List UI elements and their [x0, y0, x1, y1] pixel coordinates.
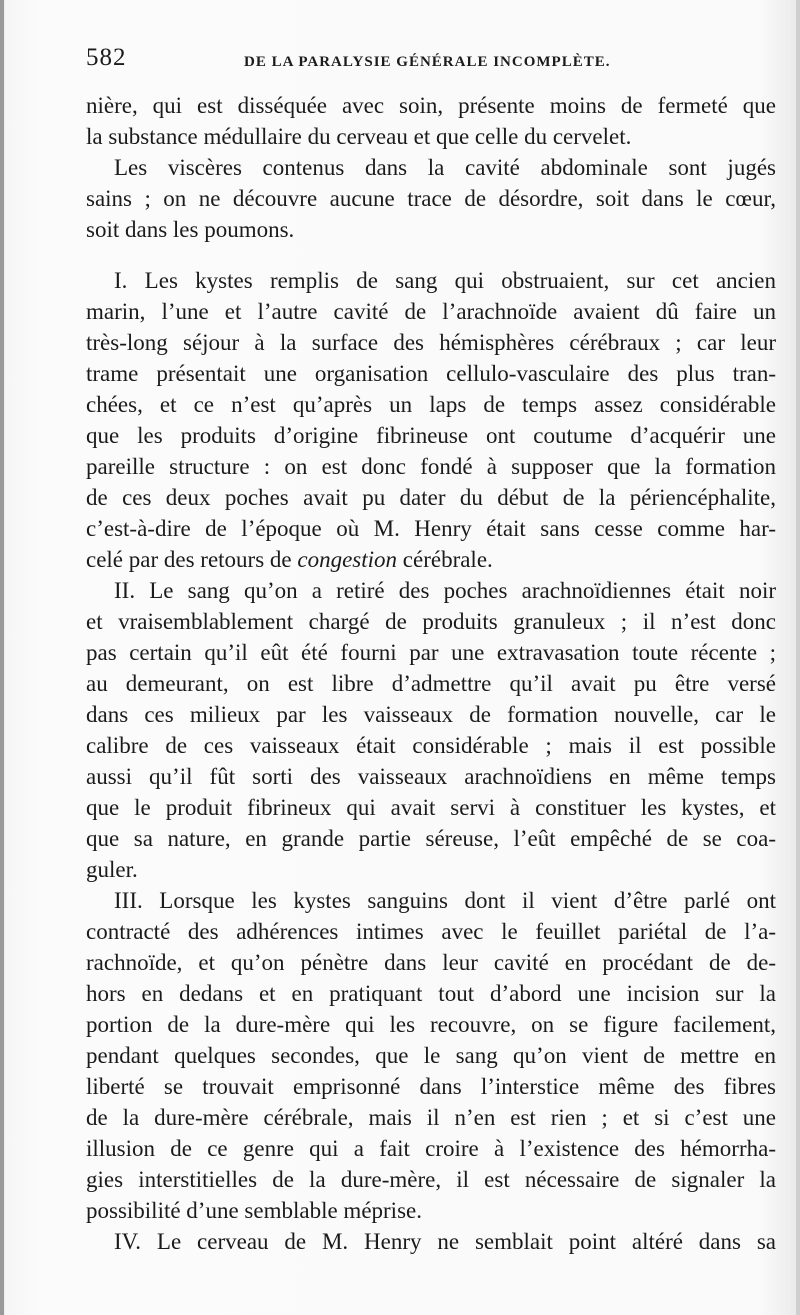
text-line: marin, l’une et l’autre cavité de l’arachnoïde avaient dû faire un	[86, 299, 776, 324]
running-head	[86, 40, 776, 76]
text-line: que le produit fibrineux qui avait servi à constituer les kystes, et	[86, 795, 776, 820]
italic-word: congestion	[297, 547, 398, 572]
text-line: guler.	[86, 857, 138, 882]
text-line: pendant quelques secondes, que le sang qu’on vient de mettre en	[86, 1043, 776, 1068]
text-line: la substance médullaire du cerveau et que celle du cervelet.	[86, 124, 632, 149]
text-line	[86, 544, 776, 575]
text-line: au demeurant, on est libre d’admettre qu’il avait pu être versé	[86, 671, 776, 696]
text-line: illusion de ce genre qui a fait croire à l’existence des hémorrha-	[86, 1136, 776, 1161]
text-line: pareille structure : on est donc fondé à supposer que la formation	[86, 454, 776, 479]
text-line: très-long séjour à la surface des hémisphères cérébraux ; car leur	[86, 330, 776, 355]
text-line: nière, qui est disséquée avec soin, présente moins de fermeté que	[86, 93, 776, 118]
text-line: III. Lorsque les kystes sanguins dont il vient d’être parlé ont	[114, 888, 776, 913]
text-line: aussi qu’il fût sorti des vaisseaux arachnoïdiens en même temps	[86, 764, 776, 789]
text-line: chées, et ce n’est qu’après un laps de temps assez considérable	[86, 392, 776, 417]
text-line: portion de la dure-mère qui les recouvre, on se figure facilement,	[86, 1012, 776, 1037]
text-line: contracté des adhérences intimes avec le feuillet pariétal de l’a-	[86, 919, 776, 944]
text-line: que les produits d’origine fibrineuse ont coutume d’acquérir une	[86, 423, 776, 448]
text-line: de la dure-mère cérébrale, mais il n’en est rien ; et si c’est une	[86, 1105, 776, 1130]
text-line: possibilité d’une semblable méprise.	[86, 1198, 422, 1223]
text-fragment: celé par des retours de	[86, 547, 298, 572]
text-line: liberté se trouvait emprisonné dans l’interstice même des fibres	[86, 1074, 776, 1099]
text-line: I. Les kystes remplis de sang qui obstruaient, sur cet ancien	[114, 268, 776, 293]
page-right-edge	[796, 0, 800, 1315]
text-line: et vraisemblablement chargé de produits granuleux ; il n’est donc	[86, 609, 776, 634]
text-line: pas certain qu’il eût été fourni par une extravasation toute récente ;	[86, 640, 776, 665]
text-line: soit dans les poumons.	[86, 217, 295, 242]
text-line: que sa nature, en grande partie séreuse, l’eût empêché de se coa-	[86, 826, 776, 851]
page-left-edge	[0, 0, 4, 1315]
text-line: trame présentait une organisation cellulo-vasculaire des plus tran-	[86, 361, 776, 386]
text-line: de ces deux poches avait pu dater du début de la périencéphalite,	[86, 485, 776, 510]
page-number: 582	[86, 44, 127, 71]
text-line: calibre de ces vaisseaux était considérable ; mais il est possible	[86, 733, 776, 758]
text-line: Les viscères contenus dans la cavité abdominale sont jugés	[114, 155, 776, 180]
text-line: IV. Le cerveau de M. Henry ne semblait point altéré dans sa	[114, 1229, 776, 1254]
body-text	[86, 90, 776, 1257]
text-fragment: cérébrale.	[397, 547, 493, 572]
text-line: gies interstitielles de la dure-mère, il est nécessaire de signaler la	[86, 1167, 776, 1192]
text-line: rachnoïde, et qu’on pénètre dans leur cavité en procédant de de-	[86, 950, 776, 975]
text-line: c’est-à-dire de l’époque où M. Henry était sans cesse comme har-	[86, 516, 776, 541]
running-title: DE LA PARALYSIE GÉNÉRALE INCOMPLÈTE.	[244, 54, 611, 70]
text-line: sains ; on ne découvre aucune trace de désordre, soit dans le cœur,	[86, 186, 776, 211]
text-line: dans ces milieux par les vaisseaux de formation nouvelle, car le	[86, 702, 776, 727]
text-line: II. Le sang qu’on a retiré des poches arachnoïdiennes était noir	[114, 578, 776, 603]
text-line: hors en dedans et en pratiquant tout d’abord une incision sur la	[86, 981, 776, 1006]
